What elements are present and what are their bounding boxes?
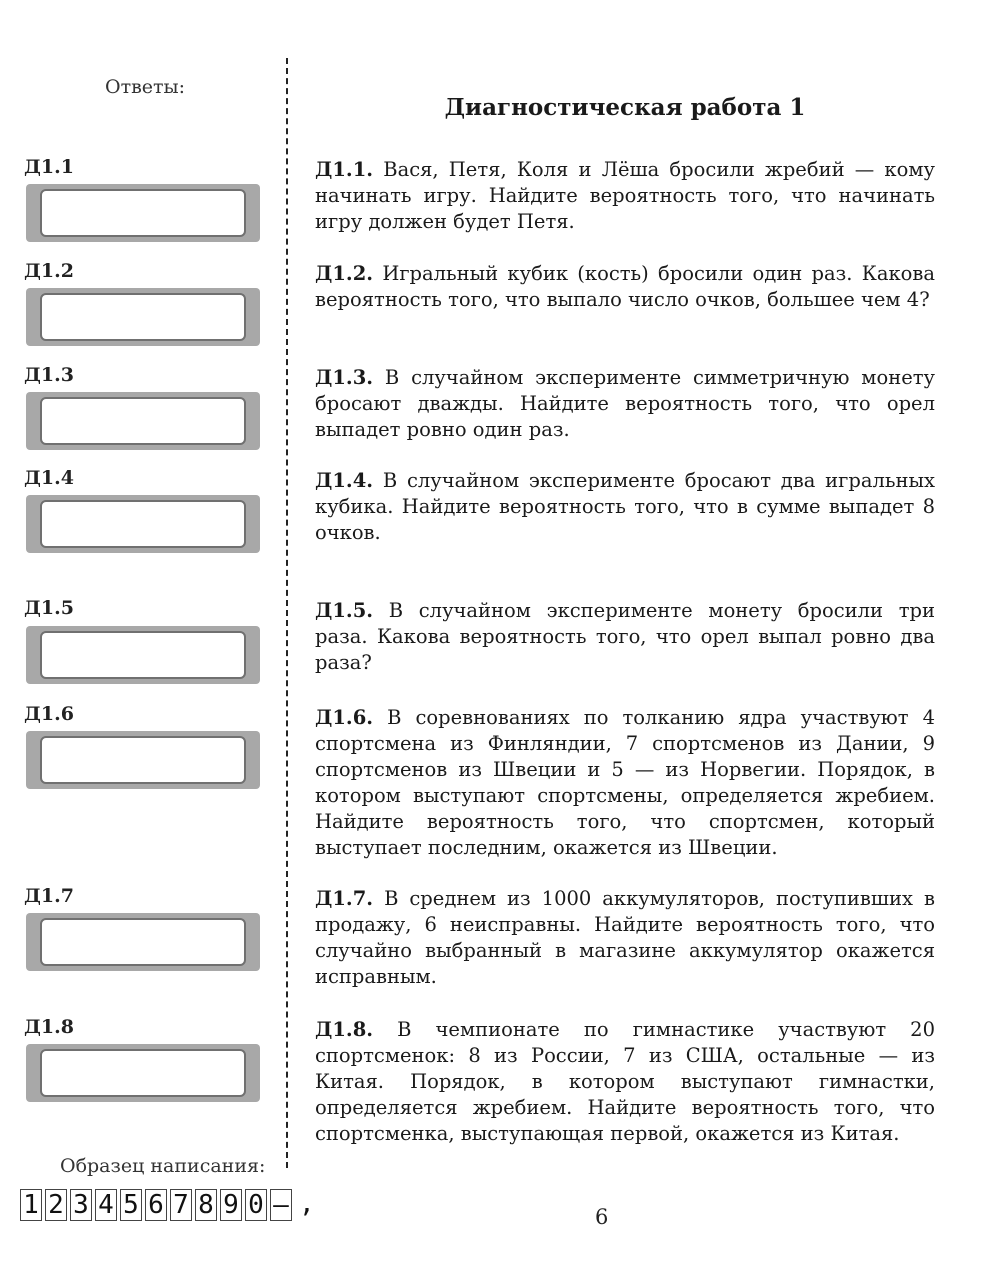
answer-box-1[interactable] <box>26 184 260 242</box>
answer-label-1: Д1.1 <box>24 156 74 178</box>
page-number: 6 <box>595 1205 609 1229</box>
sample-digit: 9 <box>220 1189 242 1221</box>
answer-box-2[interactable] <box>26 288 260 346</box>
sample-digit: 4 <box>95 1189 117 1221</box>
answer-field-5[interactable] <box>40 631 246 679</box>
answer-label-6: Д1.6 <box>24 703 74 725</box>
problem-text: В случайном эксперименте монету бросили три раза. Какова вероятность того, что орел выпал ровно два раза? <box>315 599 935 674</box>
problem-text: Вася, Петя, Коля и Лёша бросили жребий — кому начинать игру. Найдите вероятность того, что начинать игру должен будет Петя. <box>315 158 935 233</box>
problem-1 <box>315 157 935 235</box>
problem-number: Д1.6. <box>315 706 374 729</box>
problem-number: Д1.2. <box>315 262 374 285</box>
problem-text: В соревнованиях по толканию ядра участвуют 4 спортсмена из Финляндии, 7 спортсменов из Дании, 9 спортсменов из Швеции и 5 — из Норвегии. Порядок, в котором выступают спортсмены, определяется жребием. Найдите вероятность того, что спортсмен, который выступает последним, окажется из Швеции. <box>315 706 936 859</box>
sample-digit: 0 <box>245 1189 267 1221</box>
problem-number: Д1.4. <box>315 469 374 492</box>
sample-digit: 3 <box>70 1189 92 1221</box>
problem-text: В среднем из 1000 аккумуляторов, поступивших в продажу, 6 неисправны. Найдите вероятность того, что случайно выбранный в магазине аккумулятор окажется исправным. <box>315 887 935 988</box>
answer-field-8[interactable] <box>40 1049 246 1097</box>
problem-number: Д1.5. <box>315 599 374 622</box>
answer-field-3[interactable] <box>40 397 246 445</box>
sample-writing-label: Образец написания: <box>60 1155 266 1177</box>
answer-box-4[interactable] <box>26 495 260 553</box>
answer-label-2: Д1.2 <box>24 260 74 282</box>
answer-label-4: Д1.4 <box>24 467 74 489</box>
answer-box-3[interactable] <box>26 392 260 450</box>
problem-number: Д1.1. <box>315 158 374 181</box>
sample-digit: 2 <box>45 1189 67 1221</box>
answer-label-3: Д1.3 <box>24 364 74 386</box>
answer-field-7[interactable] <box>40 918 246 966</box>
sample-digits <box>20 1189 315 1221</box>
problem-text: В случайном эксперименте симметричную монету бросают дважды. Найдите вероятность того, что орел выпадет ровно один раз. <box>315 366 935 441</box>
answer-field-4[interactable] <box>40 500 246 548</box>
cut-line-divider <box>286 58 288 1168</box>
problem-text: В чемпионате по гимнастике участвуют 20 спортсменок: 8 из России, 7 из США, остальные — из Китая. Порядок, в котором выступают гимнастки, определяется жребием. Найдите вероятность того, что спортсменка, выступающая первой, окажется из Китая. <box>315 1018 935 1145</box>
sample-digit: 8 <box>195 1189 217 1221</box>
answer-field-2[interactable] <box>40 293 246 341</box>
sample-digit: 6 <box>145 1189 167 1221</box>
answer-box-6[interactable] <box>26 731 260 789</box>
answer-box-5[interactable] <box>26 626 260 684</box>
problem-text: В случайном эксперименте бросают два игральных кубика. Найдите вероятность того, что в сумме выпадет 8 очков. <box>315 469 936 544</box>
answer-field-1[interactable] <box>40 189 246 237</box>
answer-label-7: Д1.7 <box>24 885 74 907</box>
answers-heading: Ответы: <box>105 76 186 98</box>
sample-comma: , <box>299 1189 315 1219</box>
page-title: Диагностическая работа 1 <box>444 94 806 121</box>
problem-4 <box>315 468 935 546</box>
answer-box-8[interactable] <box>26 1044 260 1102</box>
problem-number: Д1.8. <box>315 1018 374 1041</box>
sample-digit: – <box>270 1189 292 1221</box>
problem-6 <box>315 705 935 861</box>
sample-digit: 1 <box>20 1189 42 1221</box>
problem-7 <box>315 886 935 990</box>
answer-label-5: Д1.5 <box>24 597 74 619</box>
answer-box-7[interactable] <box>26 913 260 971</box>
problem-number: Д1.7. <box>315 887 374 910</box>
sample-digit: 5 <box>120 1189 142 1221</box>
problem-2 <box>315 261 935 313</box>
answer-field-6[interactable] <box>40 736 246 784</box>
problem-text: Игральный кубик (кость) бросили один раз. Какова вероятность того, что выпало число очков, большее чем 4? <box>315 262 935 311</box>
problem-number: Д1.3. <box>315 366 374 389</box>
problem-3 <box>315 365 935 443</box>
problem-8 <box>315 1017 935 1147</box>
problem-5 <box>315 598 935 676</box>
answer-label-8: Д1.8 <box>24 1016 74 1038</box>
sample-digit: 7 <box>170 1189 192 1221</box>
